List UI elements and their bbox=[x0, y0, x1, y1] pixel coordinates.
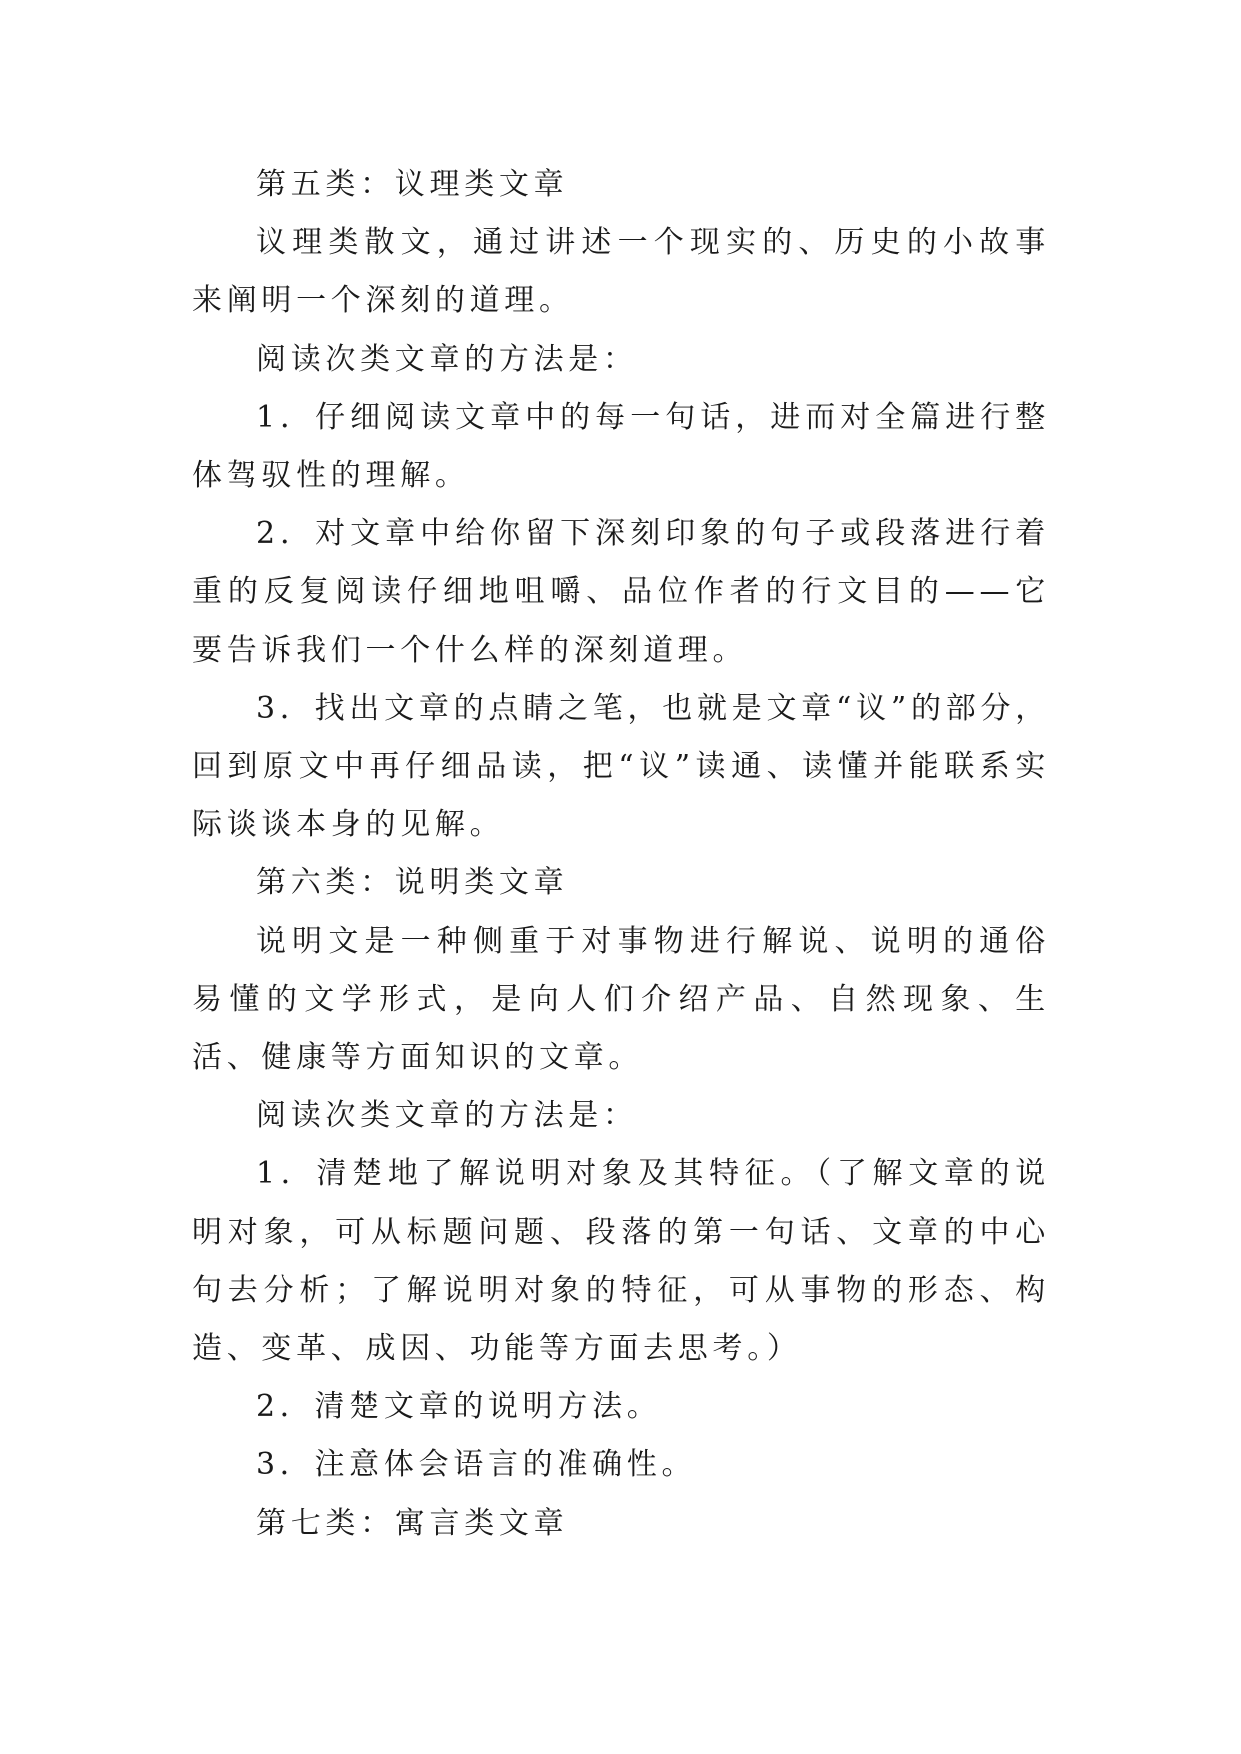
section-heading-6: 第六类：说明类文章 bbox=[256, 865, 569, 901]
paragraph: 阅读次类文章的方法是： bbox=[256, 1098, 638, 1134]
document-body bbox=[192, 156, 1050, 1553]
list-item: 1．清楚地了解说明对象及其特征。（了解文章的说明对象，可从标题问题、段落的第一句话、文章的中心句去分析；了解说明对象的特征，可从事物的形态、构造、变革、成因、功能等方面去思考。） bbox=[192, 1156, 1050, 1367]
list-item: 1．仔细阅读文章中的每一句话，进而对全篇进行整体驾驭性的理解。 bbox=[192, 399, 1050, 494]
paragraph: 议理类散文，通过讲述一个现实的、历史的小故事来阐明一个深刻的道理。 bbox=[192, 225, 1050, 319]
list-item: 3．注意体会语言的准确性。 bbox=[256, 1447, 697, 1483]
list-item: 3．找出文章的点睛之笔，也就是文章“议”的部分，回到原文中再仔细品读，把“议”读通、读懂并能联系实际谈谈本身的见解。 bbox=[192, 690, 1050, 843]
list-item: 2．清楚文章的说明方法。 bbox=[256, 1389, 662, 1425]
paragraph: 阅读次类文章的方法是： bbox=[256, 341, 638, 377]
section-heading-5: 第五类：议理类文章 bbox=[256, 167, 569, 202]
section-heading-7: 第七类：寓言类文章 bbox=[256, 1505, 569, 1541]
list-item: 2．对文章中给你留下深刻印象的句子或段落进行着重的反复阅读仔细地咀嚼、品位作者的行文目的——它要告诉我们一个什么样的深刻道理。 bbox=[192, 516, 1050, 668]
paragraph: 说明文是一种侧重于对事物进行解说、说明的通俗易懂的文学形式，是向人们介绍产品、自然现象、生活、健康等方面知识的文章。 bbox=[192, 923, 1050, 1076]
